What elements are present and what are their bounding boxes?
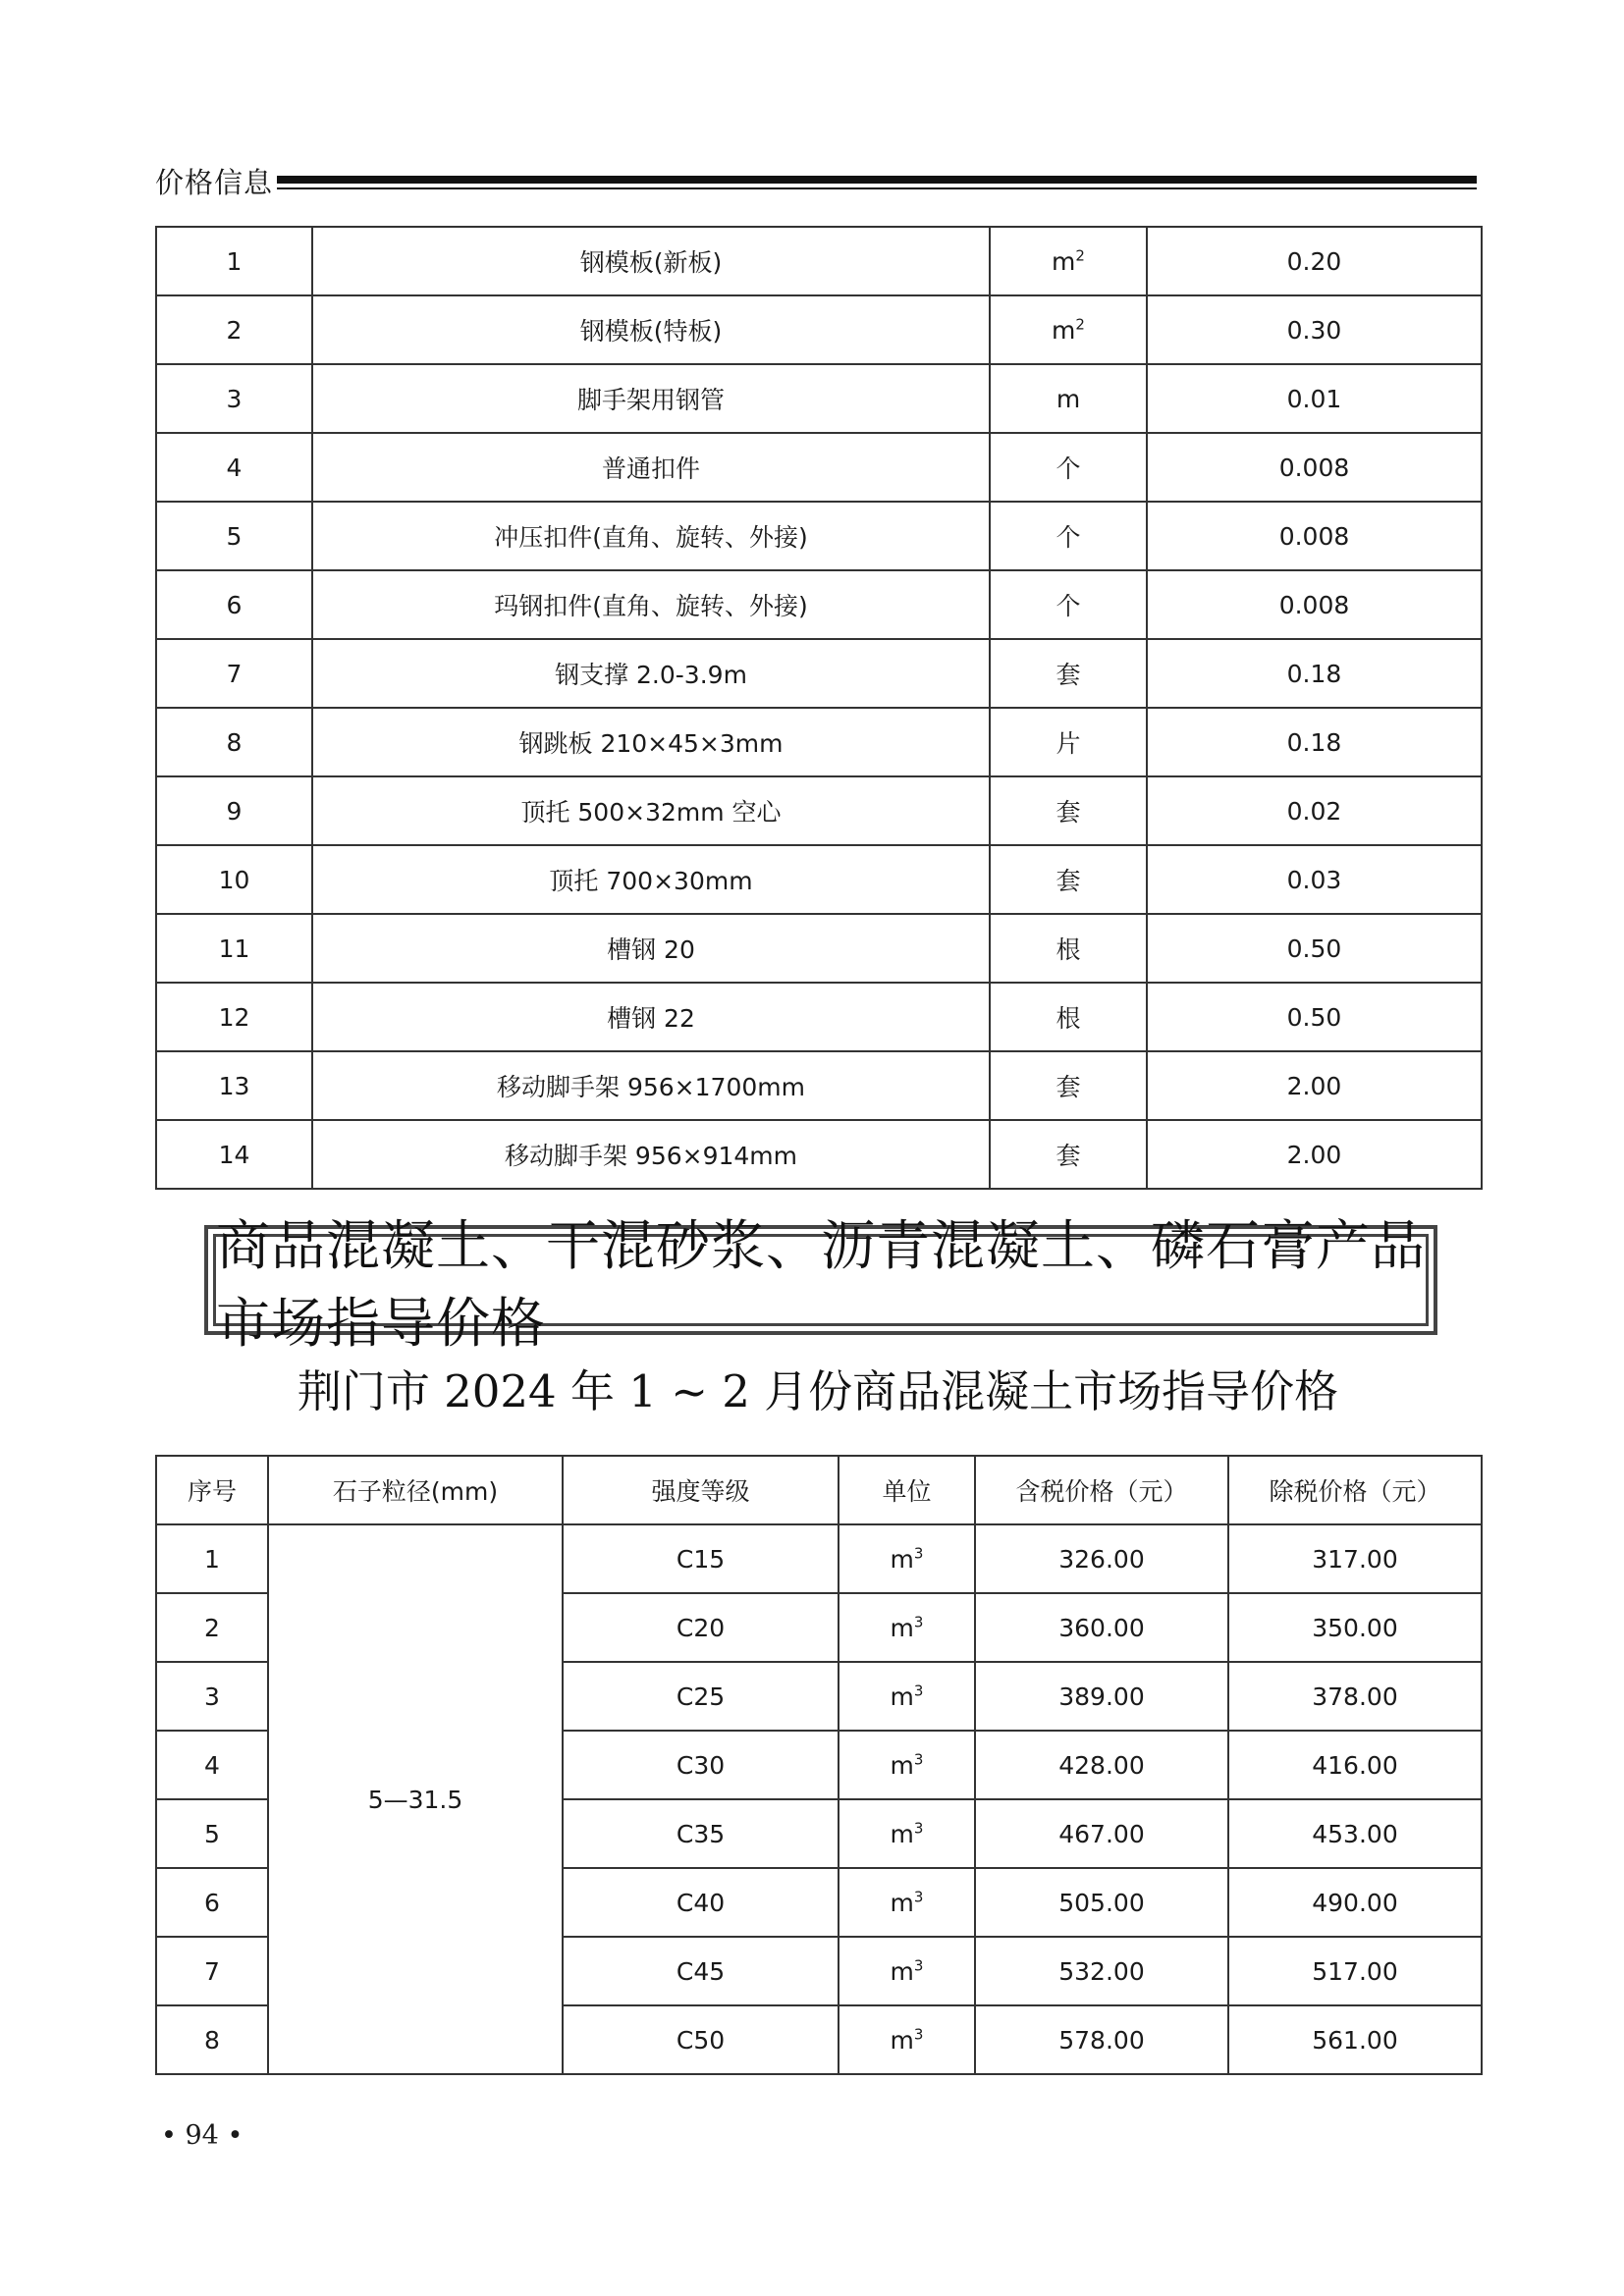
concrete-unit: [839, 1868, 975, 1937]
price-with-tax: 578.00: [975, 2005, 1228, 2074]
strength-grade: C15: [563, 1524, 839, 1593]
table-row: [156, 502, 1482, 570]
unit-base: 根: [1056, 935, 1081, 964]
price-with-tax: 360.00: [975, 1593, 1228, 1662]
header-price-tax: 含税价格（元）: [975, 1456, 1228, 1524]
item-price: 0.03: [1147, 845, 1482, 914]
price-without-tax: 317.00: [1228, 1524, 1482, 1593]
unit-base: m: [1052, 315, 1076, 345]
table-row: [156, 983, 1482, 1051]
row-number: 11: [156, 914, 312, 983]
header-grade: 强度等级: [563, 1456, 839, 1524]
row-number: 6: [156, 570, 312, 639]
row-number: 8: [156, 708, 312, 776]
price-without-tax: 350.00: [1228, 1593, 1482, 1662]
concrete-unit: [839, 1662, 975, 1731]
row-number: 7: [156, 1937, 268, 2005]
item-name: 槽钢 20: [312, 914, 990, 983]
header-title: 价格信息: [155, 166, 274, 199]
price-without-tax: 378.00: [1228, 1662, 1482, 1731]
price-with-tax: 326.00: [975, 1524, 1228, 1593]
unit-base: 套: [1056, 1073, 1081, 1101]
item-unit: [990, 570, 1147, 639]
item-price: 0.50: [1147, 983, 1482, 1051]
item-price: 0.01: [1147, 364, 1482, 433]
unit-base: 套: [1056, 1142, 1081, 1170]
item-unit: [990, 364, 1147, 433]
item-price: 0.02: [1147, 776, 1482, 845]
unit-superscript: 3: [913, 1819, 924, 1838]
unit-superscript: 3: [913, 2025, 924, 2044]
unit-base: 套: [1056, 867, 1081, 895]
concrete-unit: [839, 2005, 975, 2074]
concrete-table-body: [156, 1524, 1482, 2074]
item-price: 0.008: [1147, 433, 1482, 502]
row-number: 3: [156, 364, 312, 433]
table-row: [156, 1524, 1482, 1593]
row-number: 8: [156, 2005, 268, 2074]
unit-base: m: [890, 1613, 914, 1642]
unit-superscript: 2: [1075, 315, 1085, 334]
price-without-tax: 416.00: [1228, 1731, 1482, 1799]
concrete-unit: [839, 1799, 975, 1868]
aggregate-size: 5—31.5: [268, 1524, 563, 2074]
row-number: 14: [156, 1120, 312, 1189]
unit-superscript: 3: [913, 1956, 924, 1975]
unit-base: m: [1056, 384, 1081, 413]
strength-grade: C50: [563, 2005, 839, 2074]
page-number: • 94 •: [161, 2120, 244, 2151]
price-with-tax: 505.00: [975, 1868, 1228, 1937]
unit-superscript: 3: [913, 1888, 924, 1906]
table-row: [156, 776, 1482, 845]
row-number: 4: [156, 433, 312, 502]
item-name: 玛钢扣件(直角、旋转、外接): [312, 570, 990, 639]
item-unit: [990, 845, 1147, 914]
item-unit: [990, 1120, 1147, 1189]
unit-base: 个: [1056, 454, 1081, 483]
table-row: [156, 914, 1482, 983]
item-name: 顶托 500×32mm 空心: [312, 776, 990, 845]
row-number: 1: [156, 1524, 268, 1593]
item-unit: [990, 295, 1147, 364]
row-number: 6: [156, 1868, 268, 1937]
equipment-price-table: [155, 226, 1483, 1190]
item-unit: [990, 502, 1147, 570]
row-number: 5: [156, 502, 312, 570]
concrete-unit: [839, 1593, 975, 1662]
unit-base: 根: [1056, 1004, 1081, 1033]
row-number: 10: [156, 845, 312, 914]
item-name: 顶托 700×30mm: [312, 845, 990, 914]
item-name: 钢支撑 2.0-3.9m: [312, 639, 990, 708]
item-name: 普通扣件: [312, 433, 990, 502]
unit-base: m: [1052, 246, 1076, 276]
item-price: 0.008: [1147, 570, 1482, 639]
price-without-tax: 490.00: [1228, 1868, 1482, 1937]
table-row: [156, 364, 1482, 433]
header-price-notax: 除税价格（元）: [1228, 1456, 1482, 1524]
row-number: 4: [156, 1731, 268, 1799]
price-without-tax: 561.00: [1228, 2005, 1482, 2074]
item-price: 0.18: [1147, 639, 1482, 708]
item-price: 0.30: [1147, 295, 1482, 364]
price-with-tax: 389.00: [975, 1662, 1228, 1731]
table-row: [156, 1051, 1482, 1120]
strength-grade: C30: [563, 1731, 839, 1799]
price-with-tax: 428.00: [975, 1731, 1228, 1799]
price-with-tax: 532.00: [975, 1937, 1228, 2005]
row-number: 2: [156, 1593, 268, 1662]
table-row: [156, 433, 1482, 502]
row-number: 1: [156, 227, 312, 295]
unit-base: 套: [1056, 798, 1081, 827]
item-unit: [990, 433, 1147, 502]
row-number: 7: [156, 639, 312, 708]
item-price: 0.008: [1147, 502, 1482, 570]
item-name: 脚手架用钢管: [312, 364, 990, 433]
unit-base: m: [890, 1750, 914, 1780]
strength-grade: C45: [563, 1937, 839, 2005]
item-price: 2.00: [1147, 1120, 1482, 1189]
concrete-unit: [839, 1937, 975, 2005]
header-size: 石子粒径(mm): [268, 1456, 563, 1524]
price-without-tax: 453.00: [1228, 1799, 1482, 1868]
table-row: [156, 845, 1482, 914]
unit-superscript: 2: [1075, 246, 1085, 265]
unit-base: m: [890, 1544, 914, 1574]
item-unit: [990, 776, 1147, 845]
page-header: [155, 163, 1477, 202]
unit-superscript: 3: [913, 1750, 924, 1769]
equipment-table-body: [156, 227, 1482, 1189]
unit-base: 个: [1056, 523, 1081, 552]
unit-base: m: [890, 1956, 914, 1986]
banner-title: 商品混凝土、干混砂浆、沥青混凝土、磷石膏产品市场指导价格: [213, 1234, 1429, 1326]
unit-base: m: [890, 1888, 914, 1917]
item-price: 0.20: [1147, 227, 1482, 295]
row-number: 9: [156, 776, 312, 845]
item-name: 移动脚手架 956×914mm: [312, 1120, 990, 1189]
table-row: [156, 570, 1482, 639]
concrete-unit: [839, 1731, 975, 1799]
row-number: 5: [156, 1799, 268, 1868]
concrete-table-header-row: [156, 1456, 1482, 1524]
row-number: 13: [156, 1051, 312, 1120]
price-with-tax: 467.00: [975, 1799, 1228, 1868]
item-name: 槽钢 22: [312, 983, 990, 1051]
header-no: 序号: [156, 1456, 268, 1524]
unit-base: 个: [1056, 592, 1081, 620]
item-name: 移动脚手架 956×1700mm: [312, 1051, 990, 1120]
table-row: [156, 295, 1482, 364]
table-row: [156, 708, 1482, 776]
item-price: 0.18: [1147, 708, 1482, 776]
header-unit: 单位: [839, 1456, 975, 1524]
unit-superscript: 3: [913, 1613, 924, 1631]
item-unit: [990, 708, 1147, 776]
table-row: [156, 1120, 1482, 1189]
unit-base: m: [890, 1682, 914, 1711]
item-name: 冲压扣件(直角、旋转、外接): [312, 502, 990, 570]
item-name: 钢跳板 210×45×3mm: [312, 708, 990, 776]
strength-grade: C35: [563, 1799, 839, 1868]
unit-base: 片: [1056, 729, 1081, 758]
concrete-price-table: [155, 1455, 1483, 2075]
unit-superscript: 3: [913, 1544, 924, 1563]
unit-base: m: [890, 2025, 914, 2055]
row-number: 2: [156, 295, 312, 364]
price-without-tax: 517.00: [1228, 1937, 1482, 2005]
row-number: 3: [156, 1662, 268, 1731]
table-row: [156, 639, 1482, 708]
item-unit: [990, 1051, 1147, 1120]
concrete-unit: [839, 1524, 975, 1593]
concrete-table-title: 荆门市 2024 年 1 ~ 2 月份商品混凝土市场指导价格: [297, 1365, 1339, 1417]
unit-base: 套: [1056, 661, 1081, 689]
item-price: 2.00: [1147, 1051, 1482, 1120]
item-name: 钢模板(特板): [312, 295, 990, 364]
unit-base: m: [890, 1819, 914, 1848]
item-unit: [990, 227, 1147, 295]
strength-grade: C25: [563, 1662, 839, 1731]
header-rule-thick: [277, 176, 1477, 184]
header-rule-thin: [277, 187, 1477, 189]
item-price: 0.50: [1147, 914, 1482, 983]
table-row: [156, 227, 1482, 295]
row-number: 12: [156, 983, 312, 1051]
strength-grade: C40: [563, 1868, 839, 1937]
item-name: 钢模板(新板): [312, 227, 990, 295]
item-unit: [990, 639, 1147, 708]
strength-grade: C20: [563, 1593, 839, 1662]
unit-superscript: 3: [913, 1682, 924, 1700]
section-banner: [204, 1214, 1437, 1355]
item-unit: [990, 983, 1147, 1051]
item-unit: [990, 914, 1147, 983]
